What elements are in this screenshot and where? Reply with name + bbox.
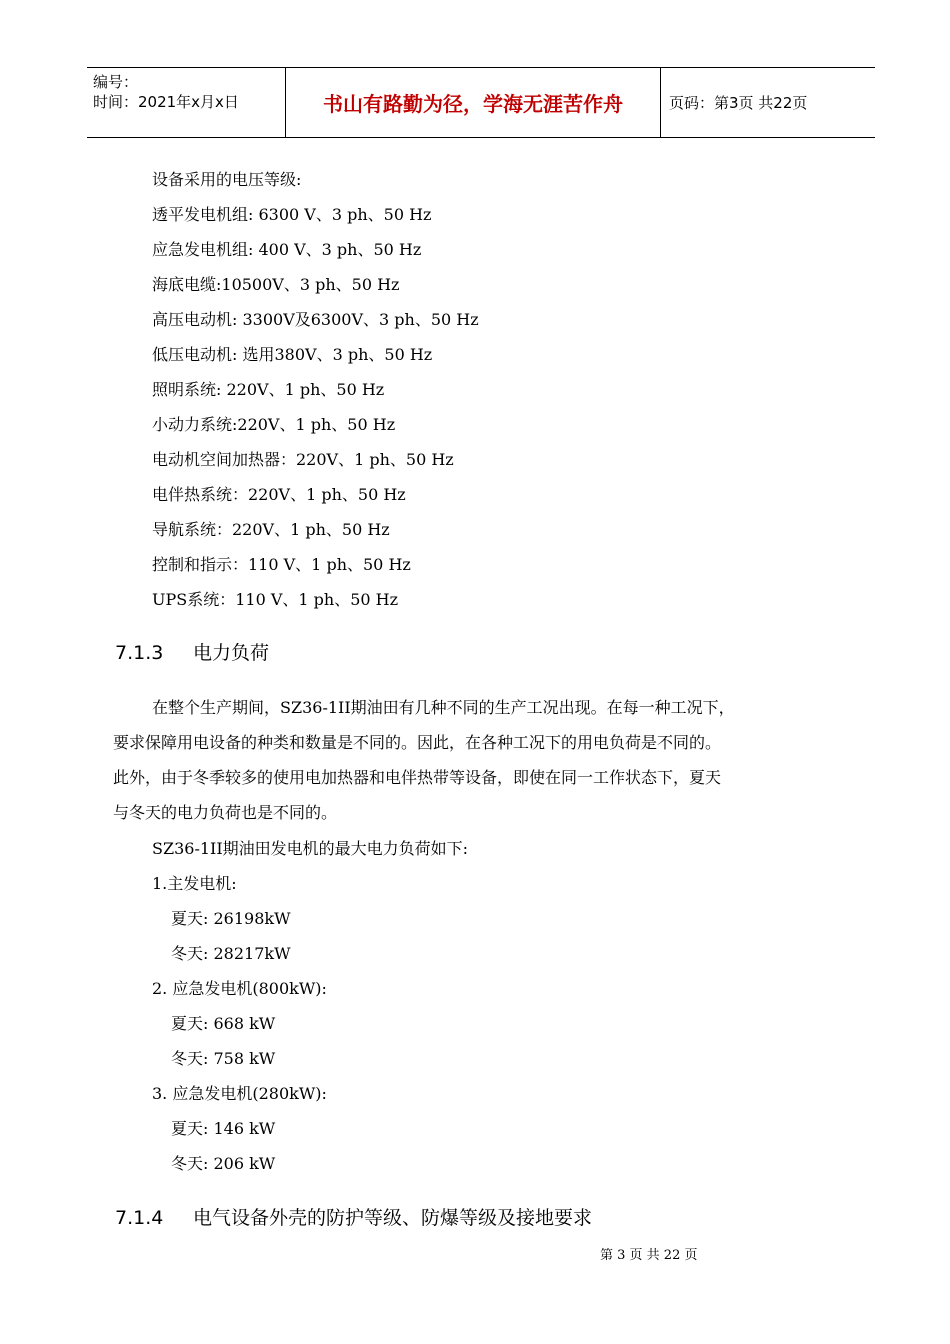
load-winter: 冬天: 758 kW <box>171 1049 276 1068</box>
section-heading-7-1-4 <box>115 1206 592 1230</box>
voltage-intro: 设备采用的电压等级: <box>152 170 302 189</box>
load-winter: 冬天: 206 kW <box>171 1154 276 1173</box>
voltage-item: UPS系统：110 V、1 ph、50 Hz <box>152 590 399 609</box>
load-group-title: 2. 应急发电机(800kW): <box>152 979 327 998</box>
header-meta <box>87 68 285 137</box>
paragraph-line: 在整个生产期间，SZ36-1II期油田有几种不同的生产工况出现。在每一种工况下， <box>152 698 735 717</box>
load-summer: 夏天: 668 kW <box>171 1014 276 1033</box>
paragraph-line: 此外，由于冬季较多的使用电加热器和电伴热带等设备，即使在同一工作状态下，夏天 <box>113 768 722 787</box>
load-group-title: 1.主发电机: <box>152 874 237 893</box>
page-header <box>87 67 875 138</box>
voltage-item: 海底电缆:10500V、3 ph、50 Hz <box>152 275 400 294</box>
paragraph-line: 要求保障用电设备的种类和数量是不同的。因此，在各种工况下的用电负荷是不同的。 <box>113 733 722 752</box>
voltage-item: 低压电动机: 选用380V、3 ph、50 Hz <box>152 345 433 364</box>
section-number: 7.1.4 <box>115 1207 164 1229</box>
voltage-item: 导航系统：220V、1 ph、50 Hz <box>152 520 390 539</box>
header-motto: 书山有路勤为径，学海无涯苦作舟 <box>285 68 661 137</box>
load-summer: 夏天: 146 kW <box>171 1119 276 1138</box>
voltage-item: 控制和指示：110 V、1 ph、50 Hz <box>152 555 411 574</box>
voltage-item: 电伴热系统：220V、1 ph、50 Hz <box>152 485 406 504</box>
header-page-info <box>660 68 875 137</box>
voltage-item: 高压电动机: 3300V及6300V、3 ph、50 Hz <box>152 310 479 329</box>
voltage-item: 电动机空间加热器：220V、1 ph、50 Hz <box>152 450 454 469</box>
paragraph-line: 与冬天的电力负荷也是不同的。 <box>113 803 338 822</box>
header-number-label: 编号： <box>93 73 139 91</box>
section-title: 电气设备外壳的防护等级、防爆等级及接地要求 <box>193 1207 593 1229</box>
load-intro: SZ36-1II期油田发电机的最大电力负荷如下: <box>152 839 469 858</box>
voltage-item: 透平发电机组: 6300 V、3 ph、50 Hz <box>152 205 432 224</box>
header-page-info-text: 页码：第3页 共22页 <box>669 94 808 112</box>
load-winter: 冬天: 28217kW <box>171 944 291 963</box>
voltage-item: 应急发电机组: 400 V、3 ph、50 Hz <box>152 240 422 259</box>
load-summer: 夏天: 26198kW <box>171 909 291 928</box>
section-number: 7.1.3 <box>115 642 164 664</box>
voltage-item: 照明系统: 220V、1 ph、50 Hz <box>152 380 385 399</box>
section-title: 电力负荷 <box>193 642 270 664</box>
load-group-title: 3. 应急发电机(280kW): <box>152 1084 327 1103</box>
header-time-label: 时间：2021年x月x日 <box>93 93 239 111</box>
voltage-item: 小动力系统:220V、1 ph、50 Hz <box>152 415 396 434</box>
page-footer: 第 3 页 共 22 页 <box>600 1248 698 1263</box>
section-heading-7-1-3 <box>115 641 269 665</box>
